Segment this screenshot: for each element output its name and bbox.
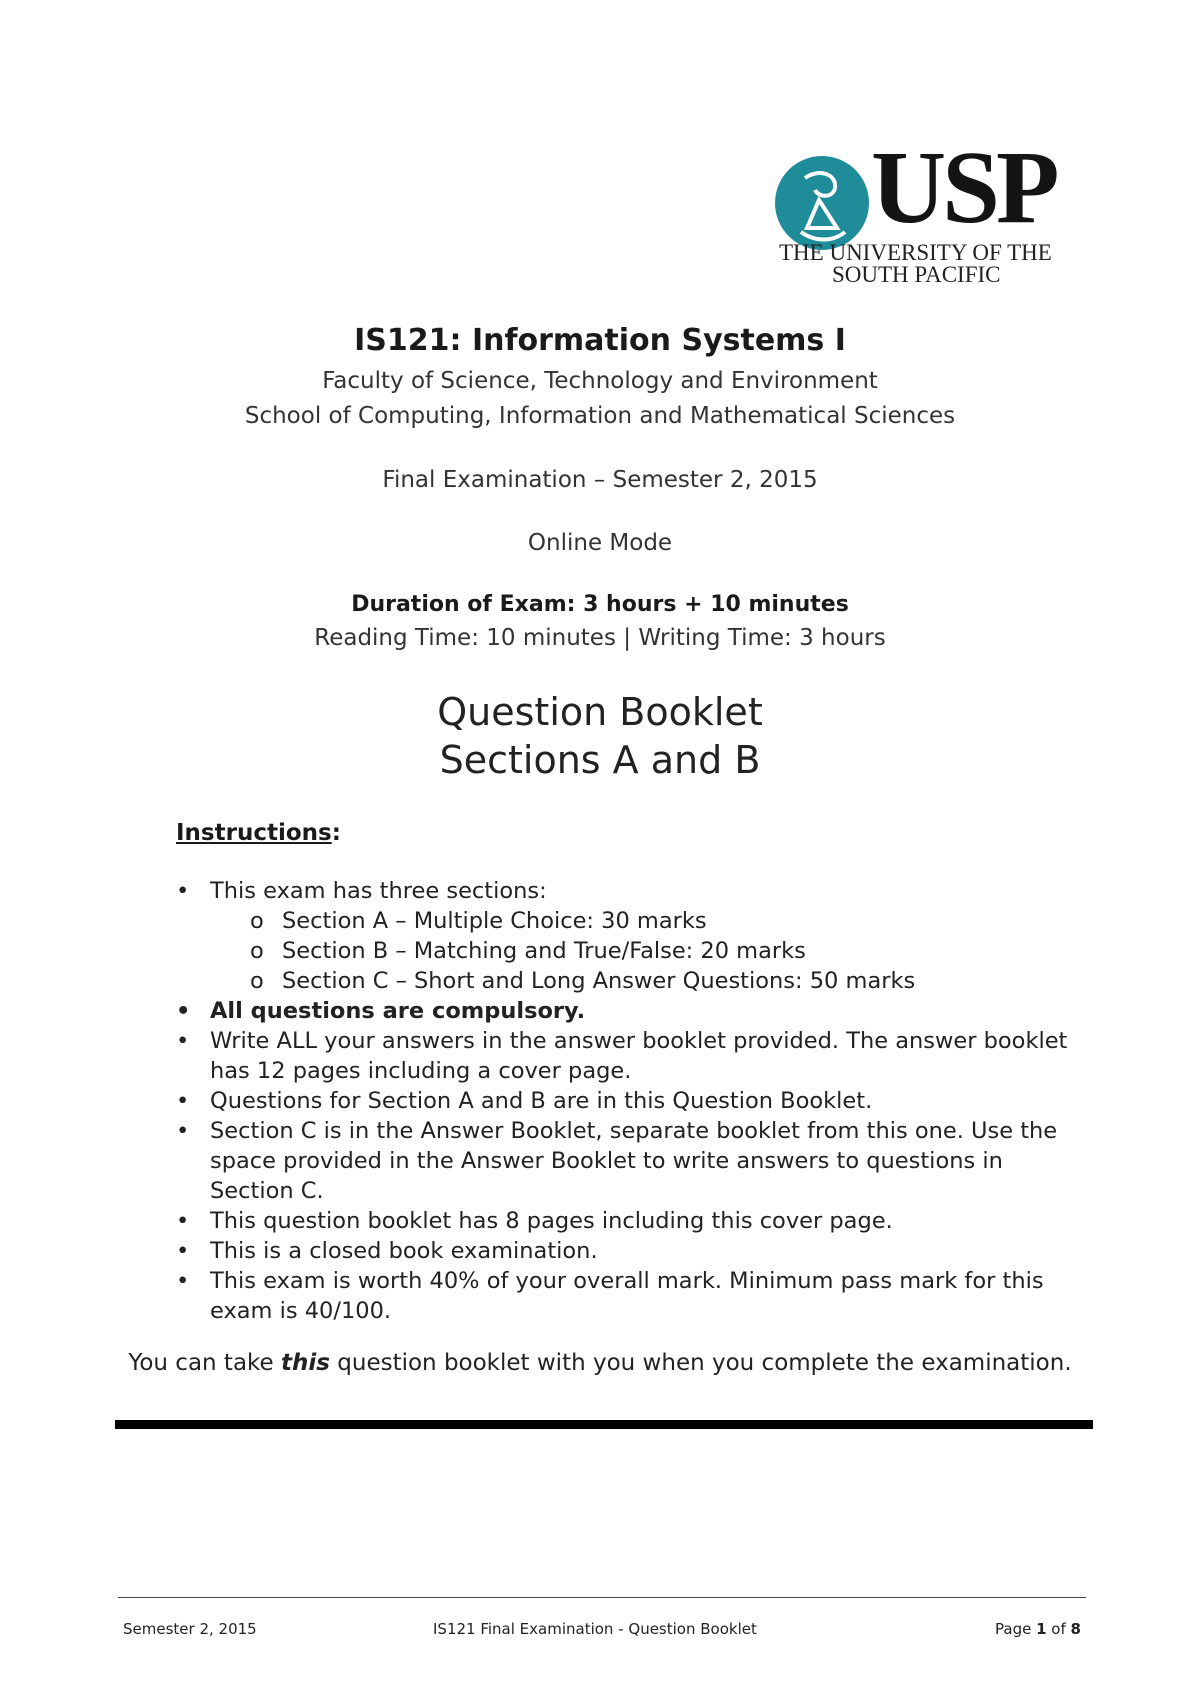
- bullet: •: [176, 1208, 190, 1234]
- bullet: •: [176, 1088, 190, 1114]
- list-item: • This question booklet has 8 pages including this cover page.: [176, 1208, 893, 1234]
- list-item: • All questions are compulsory.: [176, 998, 586, 1024]
- reading-writing-time: Reading Time: 10 minutes | Writing Time: 3 hours: [314, 625, 886, 651]
- list-item: • This exam has three sections:: [176, 878, 547, 904]
- booklet-title: Question Booklet: [437, 690, 763, 734]
- footer-semester: Semester 2, 2015: [123, 1620, 257, 1638]
- list-item: • Questions for Section A and B are in this Question Booklet.: [176, 1088, 873, 1114]
- logo-letters: USP: [871, 130, 1056, 245]
- sub-bullet: o: [250, 968, 264, 994]
- sub-bullet: o: [250, 908, 264, 934]
- exam-duration: Duration of Exam: 3 hours + 10 minutes: [351, 592, 849, 617]
- list-item: • Section C is in the Answer Booklet, separate booklet from this one. Use the space provided in the Answer Booklet to write answers to questions in Section C.: [176, 1118, 1058, 1204]
- exam-mode: Online Mode: [527, 530, 673, 556]
- list-item: • This is a closed book examination.: [176, 1238, 598, 1264]
- closing-note: You can take this question booklet with you when you complete the examination.: [128, 1350, 1072, 1376]
- exam-title: Final Examination – Semester 2, 2015: [382, 467, 818, 493]
- list-item: • Write ALL your answers in the answer booklet provided. The answer booklet has 12 pages including a cover page.: [176, 1028, 1068, 1084]
- footer-document-title: IS121 Final Examination - Question Booklet: [433, 1620, 757, 1638]
- instructions-list: [176, 876, 1081, 1326]
- bullet: •: [176, 1268, 190, 1294]
- instructions-heading: Instructions:: [176, 820, 341, 846]
- usp-logo: [775, 130, 1065, 290]
- section-item: o Section C – Short and Long Answer Questions: 50 marks: [250, 968, 916, 994]
- logo-university-name: THE UNIVERSITY OF THE: [779, 240, 1052, 265]
- course-title: IS121: Information Systems I: [354, 323, 846, 358]
- bullet: •: [176, 1028, 190, 1054]
- sub-bullet: o: [250, 938, 264, 964]
- bullet: •: [176, 878, 190, 904]
- thick-divider: [115, 1420, 1093, 1429]
- bullet: •: [176, 1118, 190, 1144]
- footer-divider: [118, 1597, 1086, 1598]
- footer-page-number: Page 1 of 8: [995, 1620, 1081, 1638]
- list-item: • This exam is worth 40% of your overall mark. Minimum pass mark for this exam is 40/100.: [176, 1268, 1044, 1324]
- usp-emblem-icon: [775, 156, 869, 250]
- bullet: •: [176, 1238, 190, 1264]
- logo-university-region: SOUTH PACIFIC: [832, 262, 1001, 287]
- booklet-sections: Sections A and B: [439, 738, 761, 782]
- section-item: o Section B – Matching and True/False: 20 marks: [250, 938, 806, 964]
- faculty-name: Faculty of Science, Technology and Environment: [322, 368, 878, 394]
- section-item: o Section A – Multiple Choice: 30 marks: [250, 908, 707, 934]
- school-name: School of Computing, Information and Mathematical Sciences: [244, 403, 956, 429]
- closing-emphasis: this: [281, 1350, 330, 1376]
- bullet: •: [176, 998, 191, 1024]
